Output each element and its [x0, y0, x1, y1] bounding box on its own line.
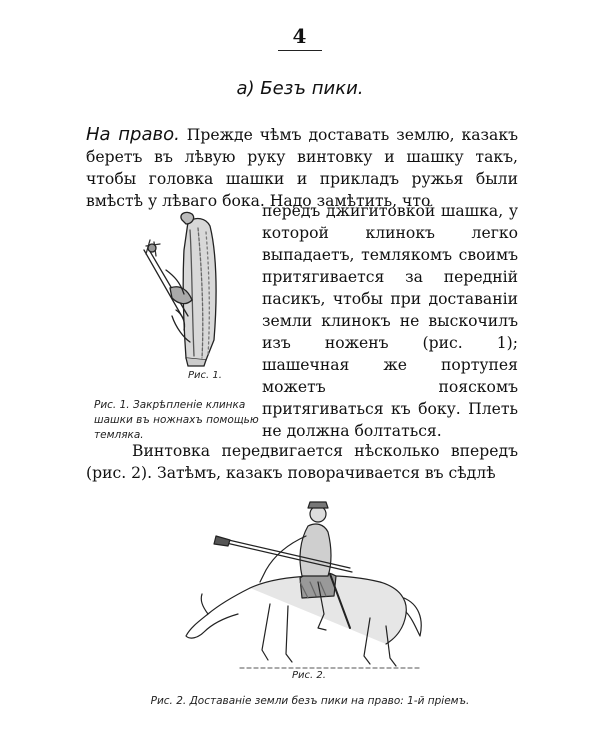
paragraph-1: [86, 124, 518, 212]
figure-2-caption: Рис. 2. Доставаніе земли безъ пики на право: 1-й пріемъ.: [150, 695, 470, 707]
page-number-underline: [278, 50, 322, 51]
paragraph-1-lead: На право.: [86, 124, 180, 145]
figure-1-caption: Рис. 1. Закрѣпленіе клинка шашки въ ножнахъ помощью темляка.: [94, 399, 259, 441]
section-heading: а) Безъ пики.: [236, 78, 364, 99]
figure-1-label: Рис. 1.: [188, 370, 222, 381]
paragraph-3: Винтовка передвигается нѣсколько впередъ (рис. 2). Затѣмъ, казакъ поворачивается въ сѣдлѣ: [86, 442, 518, 482]
figure-2-label: Рис. 2.: [292, 670, 326, 681]
figure-2-illustration: [150, 478, 450, 678]
paragraph-1-body: Прежде чѣмъ доставать землю, казакъ беретъ въ лѣвую руку винтовку и шашку такъ, чтобы головка шашки и прикладъ ружья были вмѣстѣ у лѣваго бока. Надо замѣтить, что: [86, 126, 519, 210]
figure-1-illustration: [126, 210, 246, 370]
page-number: 4: [292, 24, 308, 48]
paragraph-2: передъ джигитовкой шашка, у которой клинокъ легко выпадаетъ, темлякомъ своимъ притягивается за передній пасикъ, чтобы при доставаніи земли клинокъ не выскочилъ изъ ноженъ (рис. 1); шашечная же портупея можетъ пояскомъ притягиваться къ боку. Плеть не должна болтаться.: [262, 202, 518, 440]
